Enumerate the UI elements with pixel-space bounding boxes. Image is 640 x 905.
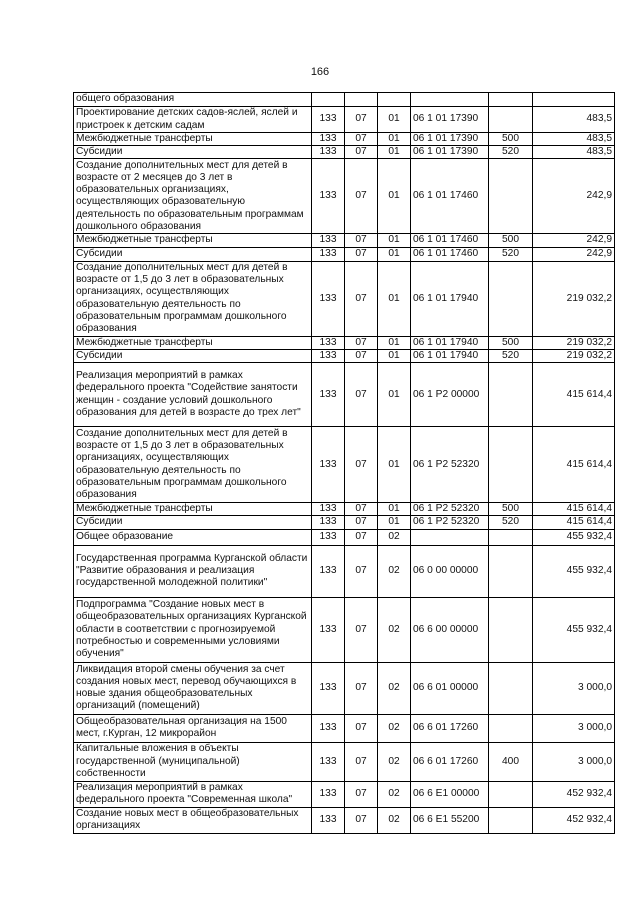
subsection-code: 02 — [378, 545, 411, 597]
expense-type-code — [489, 107, 533, 133]
amount: 415 614,4 — [533, 516, 615, 529]
row-name: Создание дополнительных мест для детей в возрасте от 1,5 до 3 лет в образовательных организациях, осуществляющих образовательную деятельность по образовательным программам дошкольного образования — [74, 427, 312, 503]
table-row — [74, 545, 615, 597]
expense-type-code — [489, 545, 533, 597]
target-article-code: 06 6 00 00000 — [411, 597, 489, 662]
admin-code: 133 — [312, 662, 345, 714]
expense-type-code — [489, 93, 533, 107]
expense-type-code: 400 — [489, 742, 533, 781]
row-name: Проектирование детских садов-яслей, яслей и пристроек к детским садам — [74, 107, 312, 133]
expense-type-code — [489, 597, 533, 662]
subsection-code: 01 — [378, 427, 411, 503]
table-row — [74, 247, 615, 261]
section-code: 07 — [345, 597, 378, 662]
target-article-code: 06 1 01 17460 — [411, 247, 489, 261]
subsection-code: 01 — [378, 107, 411, 133]
target-article-code: 06 1 01 17940 — [411, 349, 489, 362]
admin-code: 133 — [312, 363, 345, 427]
admin-code: 133 — [312, 336, 345, 349]
section-code: 07 — [345, 516, 378, 529]
expense-type-code: 500 — [489, 234, 533, 247]
amount: 3 000,0 — [533, 714, 615, 742]
subsection-code: 02 — [378, 662, 411, 714]
amount: 455 932,4 — [533, 529, 615, 545]
expense-type-code: 520 — [489, 516, 533, 529]
admin-code: 133 — [312, 516, 345, 529]
table-row — [74, 363, 615, 427]
row-name: Субсидии — [74, 247, 312, 261]
admin-code: 133 — [312, 427, 345, 503]
target-article-code: 06 1 01 17460 — [411, 159, 489, 234]
admin-code: 133 — [312, 545, 345, 597]
target-article-code: 06 1 P2 00000 — [411, 363, 489, 427]
admin-code: 133 — [312, 234, 345, 247]
subsection-code: 01 — [378, 503, 411, 516]
table-row — [74, 662, 615, 714]
subsection-code — [378, 93, 411, 107]
expense-type-code: 500 — [489, 336, 533, 349]
expense-type-code — [489, 427, 533, 503]
expense-type-code — [489, 781, 533, 807]
row-name: Межбюджетные трансферты — [74, 133, 312, 146]
target-article-code: 06 6 01 00000 — [411, 662, 489, 714]
section-code: 07 — [345, 503, 378, 516]
expense-type-code — [489, 662, 533, 714]
row-name: Реализация мероприятий в рамках федерального проекта "Современная школа" — [74, 781, 312, 807]
section-code: 07 — [345, 234, 378, 247]
row-name: Государственная программа Курганской области "Развитие образования и реализация государственной молодежной политики" — [74, 545, 312, 597]
target-article-code — [411, 93, 489, 107]
admin-code: 133 — [312, 107, 345, 133]
table-row — [74, 516, 615, 529]
subsection-code: 01 — [378, 159, 411, 234]
section-code: 07 — [345, 545, 378, 597]
amount: 242,9 — [533, 234, 615, 247]
expense-type-code: 500 — [489, 503, 533, 516]
subsection-code: 02 — [378, 597, 411, 662]
subsection-code: 01 — [378, 133, 411, 146]
table-row — [74, 714, 615, 742]
amount: 452 932,4 — [533, 781, 615, 807]
target-article-code: 06 1 01 17940 — [411, 336, 489, 349]
subsection-code: 02 — [378, 714, 411, 742]
section-code: 07 — [345, 133, 378, 146]
row-name: Создание дополнительных мест для детей в возрасте от 2 месяцев до 3 лет в образовательных организациях, осуществляющих образовательную деятельность по образовательным программам дошкольного образования — [74, 159, 312, 234]
table-row — [74, 427, 615, 503]
expense-type-code — [489, 529, 533, 545]
table-row — [74, 93, 615, 107]
target-article-code: 06 6 E1 55200 — [411, 807, 489, 833]
table-row — [74, 133, 615, 146]
amount: 3 000,0 — [533, 742, 615, 781]
page-number: 166 — [310, 66, 330, 78]
target-article-code: 06 1 01 17460 — [411, 234, 489, 247]
amount: 483,5 — [533, 146, 615, 159]
admin-code: 133 — [312, 781, 345, 807]
expense-type-code — [489, 714, 533, 742]
subsection-code: 01 — [378, 349, 411, 362]
subsection-code: 02 — [378, 781, 411, 807]
admin-code: 133 — [312, 159, 345, 234]
section-code: 07 — [345, 807, 378, 833]
admin-code: 133 — [312, 247, 345, 261]
section-code: 07 — [345, 529, 378, 545]
row-name: Создание дополнительных мест для детей в возрасте от 1,5 до 3 лет в образовательных организациях, осуществляющих образовательную деятельность по образовательным программам дошкольного образования — [74, 261, 312, 336]
table-row — [74, 146, 615, 159]
expense-type-code — [489, 363, 533, 427]
section-code: 07 — [345, 247, 378, 261]
row-name: Реализация мероприятий в рамках федерального проекта "Содействие занятости женщин - создание условий дошкольного образования для детей в возрасте до трех лет" — [74, 363, 312, 427]
amount: 3 000,0 — [533, 662, 615, 714]
expense-type-code — [489, 261, 533, 336]
amount: 219 032,2 — [533, 261, 615, 336]
target-article-code: 06 1 01 17390 — [411, 107, 489, 133]
amount: 452 932,4 — [533, 807, 615, 833]
amount: 242,9 — [533, 159, 615, 234]
section-code: 07 — [345, 742, 378, 781]
section-code: 07 — [345, 349, 378, 362]
expense-type-code — [489, 159, 533, 234]
admin-code: 133 — [312, 503, 345, 516]
target-article-code: 06 1 01 17390 — [411, 146, 489, 159]
table-row — [74, 159, 615, 234]
target-article-code: 06 0 00 00000 — [411, 545, 489, 597]
row-name: Субсидии — [74, 349, 312, 362]
admin-code: 133 — [312, 261, 345, 336]
target-article-code: 06 1 P2 52320 — [411, 503, 489, 516]
expense-type-code: 500 — [489, 133, 533, 146]
admin-code: 133 — [312, 349, 345, 362]
row-name: Общее образование — [74, 529, 312, 545]
admin-code: 133 — [312, 133, 345, 146]
table-row — [74, 807, 615, 833]
admin-code: 133 — [312, 529, 345, 545]
admin-code: 133 — [312, 597, 345, 662]
section-code — [345, 93, 378, 107]
expense-type-code — [489, 807, 533, 833]
table-row — [74, 529, 615, 545]
row-name: Межбюджетные трансферты — [74, 336, 312, 349]
target-article-code: 06 1 01 17940 — [411, 261, 489, 336]
table-row — [74, 261, 615, 336]
section-code: 07 — [345, 662, 378, 714]
subsection-code: 02 — [378, 529, 411, 545]
admin-code: 133 — [312, 807, 345, 833]
row-name: Межбюджетные трансферты — [74, 234, 312, 247]
table-row — [74, 742, 615, 781]
table-row — [74, 503, 615, 516]
subsection-code: 01 — [378, 363, 411, 427]
amount: 455 932,4 — [533, 545, 615, 597]
budget-table — [73, 92, 615, 834]
row-name: Подпрограмма "Создание новых мест в общеобразовательных организациях Курганской области в соответствии с прогнозируемой потребностью и современными условиями обучения" — [74, 597, 312, 662]
section-code: 07 — [345, 107, 378, 133]
target-article-code — [411, 529, 489, 545]
section-code: 07 — [345, 427, 378, 503]
target-article-code: 06 6 01 17260 — [411, 714, 489, 742]
section-code: 07 — [345, 261, 378, 336]
amount: 483,5 — [533, 133, 615, 146]
row-name: Межбюджетные трансферты — [74, 503, 312, 516]
section-code: 07 — [345, 336, 378, 349]
row-name: Общеобразовательная организация на 1500 мест, г.Курган, 12 микрорайон — [74, 714, 312, 742]
amount: 219 032,2 — [533, 349, 615, 362]
subsection-code: 02 — [378, 807, 411, 833]
subsection-code: 01 — [378, 516, 411, 529]
expense-type-code: 520 — [489, 146, 533, 159]
subsection-code: 01 — [378, 234, 411, 247]
target-article-code: 06 1 P2 52320 — [411, 516, 489, 529]
table-body — [74, 93, 615, 834]
subsection-code: 02 — [378, 742, 411, 781]
table-row — [74, 349, 615, 362]
subsection-code: 01 — [378, 336, 411, 349]
table-row — [74, 781, 615, 807]
section-code: 07 — [345, 146, 378, 159]
target-article-code: 06 6 01 17260 — [411, 742, 489, 781]
amount: 219 032,2 — [533, 336, 615, 349]
amount — [533, 93, 615, 107]
section-code: 07 — [345, 363, 378, 427]
row-name: Субсидии — [74, 146, 312, 159]
table-row — [74, 234, 615, 247]
target-article-code: 06 1 P2 52320 — [411, 427, 489, 503]
amount: 242,9 — [533, 247, 615, 261]
admin-code: 133 — [312, 742, 345, 781]
table-row — [74, 597, 615, 662]
subsection-code: 01 — [378, 247, 411, 261]
admin-code: 133 — [312, 146, 345, 159]
amount: 455 932,4 — [533, 597, 615, 662]
row-name: Создание новых мест в общеобразовательных организациях — [74, 807, 312, 833]
target-article-code: 06 6 E1 00000 — [411, 781, 489, 807]
amount: 483,5 — [533, 107, 615, 133]
amount: 415 614,4 — [533, 427, 615, 503]
row-name: Субсидии — [74, 516, 312, 529]
row-name: Капитальные вложения в объекты государственной (муниципальной) собственности — [74, 742, 312, 781]
subsection-code: 01 — [378, 261, 411, 336]
table-row — [74, 336, 615, 349]
row-name: общего образования — [74, 93, 312, 107]
table-row — [74, 107, 615, 133]
subsection-code: 01 — [378, 146, 411, 159]
amount: 415 614,4 — [533, 363, 615, 427]
admin-code — [312, 93, 345, 107]
target-article-code: 06 1 01 17390 — [411, 133, 489, 146]
section-code: 07 — [345, 714, 378, 742]
amount: 415 614,4 — [533, 503, 615, 516]
section-code: 07 — [345, 781, 378, 807]
admin-code: 133 — [312, 714, 345, 742]
section-code: 07 — [345, 159, 378, 234]
row-name: Ликвидация второй смены обучения за счет создания новых мест, перевод обучающихся в новые здания общеобразовательных организаций (помещений) — [74, 662, 312, 714]
expense-type-code: 520 — [489, 349, 533, 362]
expense-type-code: 520 — [489, 247, 533, 261]
